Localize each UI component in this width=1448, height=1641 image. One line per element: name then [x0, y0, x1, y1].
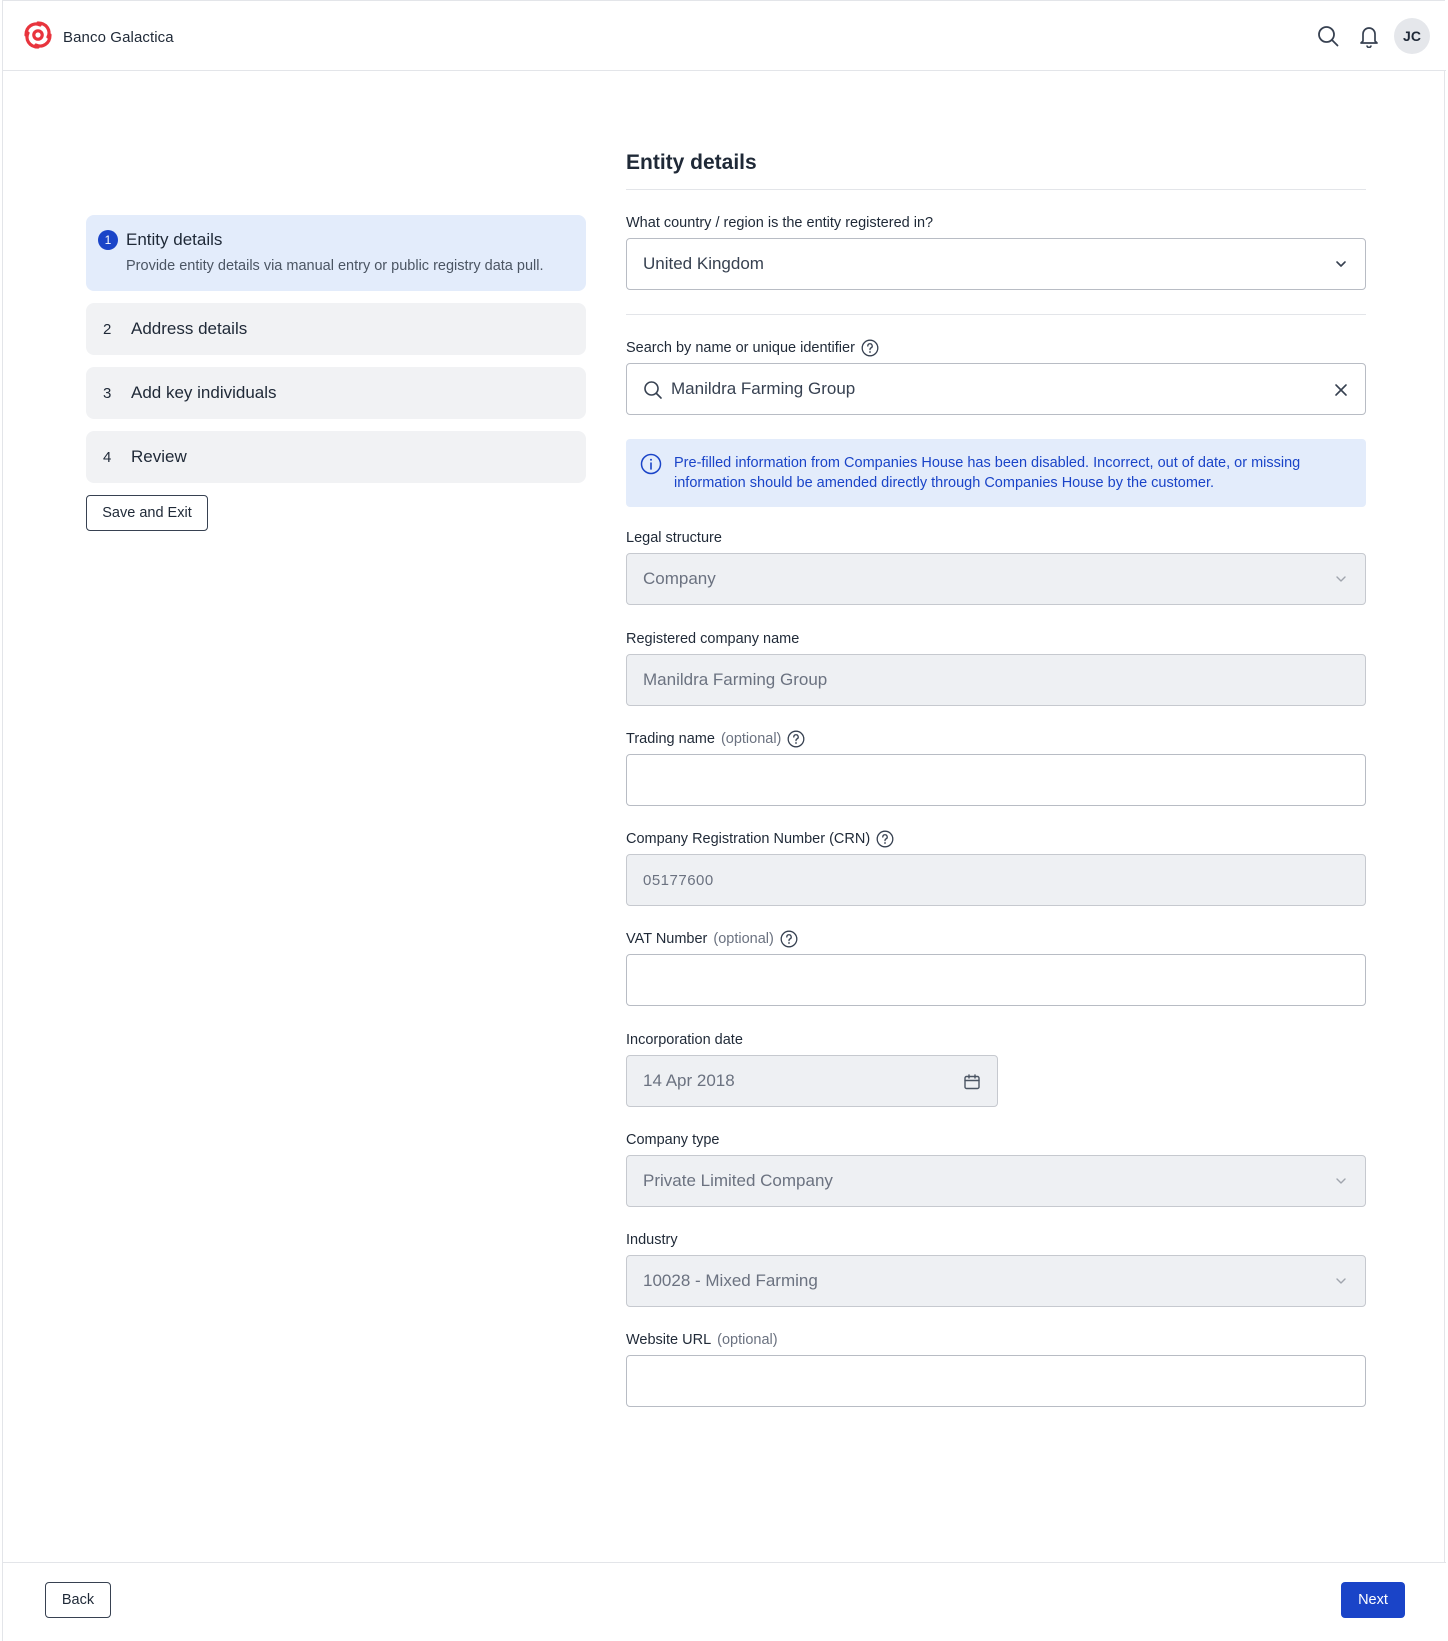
- incorporation-date-value: 14 Apr 2018: [643, 1071, 735, 1090]
- form-title: Entity details: [626, 151, 1366, 190]
- step-address-details[interactable]: [86, 303, 586, 355]
- back-button[interactable]: Back: [45, 1582, 111, 1618]
- step-title: Add key individuals: [131, 383, 277, 402]
- help-icon[interactable]: [876, 830, 894, 848]
- industry-select: [626, 1255, 1366, 1307]
- search-input[interactable]: [626, 363, 1366, 415]
- incorporation-date-label: Incorporation date: [626, 1032, 743, 1048]
- industry-value: 10028 - Mixed Farming: [643, 1271, 818, 1290]
- website-input[interactable]: [626, 1355, 1366, 1407]
- info-icon: [640, 453, 662, 475]
- top-bar: [3, 1, 1446, 71]
- brand-name: Banco Galactica: [63, 29, 174, 46]
- registered-name-value: Manildra Farming Group: [643, 670, 828, 689]
- step-add-key-individuals[interactable]: [86, 367, 586, 419]
- search-label: Search by name or unique identifier: [626, 338, 879, 358]
- brand[interactable]: [21, 18, 174, 57]
- step-title: Address details: [131, 319, 248, 338]
- step-number: 4: [103, 448, 112, 466]
- chevron-down-icon: [1333, 1273, 1349, 1289]
- country-select[interactable]: [626, 238, 1366, 290]
- help-icon[interactable]: [787, 730, 805, 748]
- divider: [626, 314, 1366, 315]
- chevron-down-icon: [1333, 571, 1349, 587]
- legal-structure-label: Legal structure: [626, 530, 722, 546]
- legal-structure-select: [626, 553, 1366, 605]
- step-title: Entity details: [126, 230, 223, 249]
- vat-input[interactable]: [626, 954, 1366, 1006]
- avatar[interactable]: JC: [1394, 18, 1430, 54]
- company-type-label: Company type: [626, 1132, 720, 1148]
- search-icon: [643, 380, 663, 400]
- country-label: What country / region is the entity registered in?: [626, 215, 934, 231]
- help-icon[interactable]: [780, 930, 798, 948]
- calendar-icon: [963, 1073, 981, 1091]
- industry-label: Industry: [626, 1232, 678, 1248]
- info-message: Pre-filled information from Companies House has been disabled. Incorrect, out of date, or missing information should be amended directly through Companies House by the customer.: [674, 455, 1301, 491]
- crn-label: Company Registration Number (CRN): [626, 829, 894, 849]
- trading-name-input[interactable]: [626, 754, 1366, 806]
- vat-label: VAT Number (optional): [626, 929, 798, 949]
- entity-details-form: [626, 151, 1366, 1348]
- legal-structure-value: Company: [643, 569, 716, 588]
- bell-icon[interactable]: [1356, 23, 1382, 49]
- company-type-value: Private Limited Company: [643, 1171, 833, 1190]
- step-description: Provide entity details via manual entry or public registry data pull.: [126, 258, 544, 274]
- registered-name-input: [626, 654, 1366, 706]
- step-review[interactable]: [86, 431, 586, 483]
- next-button[interactable]: Next: [1341, 1582, 1405, 1618]
- incorporation-date-input: [626, 1055, 998, 1107]
- crn-input: [626, 854, 1366, 906]
- crn-value: 05177600: [643, 871, 714, 889]
- company-type-select: [626, 1155, 1366, 1207]
- search-icon[interactable]: [1315, 23, 1341, 49]
- help-icon[interactable]: [861, 339, 879, 357]
- step-number: 2: [103, 320, 112, 338]
- stepper: [86, 215, 586, 495]
- save-and-exit-button[interactable]: Save and Exit: [86, 495, 208, 531]
- step-number-badge: 1: [98, 230, 118, 250]
- close-icon[interactable]: [1333, 382, 1349, 398]
- search-value: Manildra Farming Group: [671, 379, 856, 398]
- brand-logo-icon: [21, 18, 55, 57]
- footer-bar: [3, 1562, 1446, 1641]
- website-label: Website URL (optional): [626, 1332, 778, 1348]
- step-number: 3: [103, 384, 112, 402]
- registered-name-label: Registered company name: [626, 631, 800, 647]
- step-entity-details[interactable]: [86, 215, 586, 291]
- app-frame: [2, 0, 1445, 1641]
- trading-name-label: Trading name (optional): [626, 729, 805, 749]
- info-banner: [626, 439, 1366, 507]
- step-title: Review: [131, 447, 187, 466]
- country-value: United Kingdom: [643, 254, 764, 273]
- chevron-down-icon: [1333, 1173, 1349, 1189]
- chevron-down-icon: [1333, 256, 1349, 272]
